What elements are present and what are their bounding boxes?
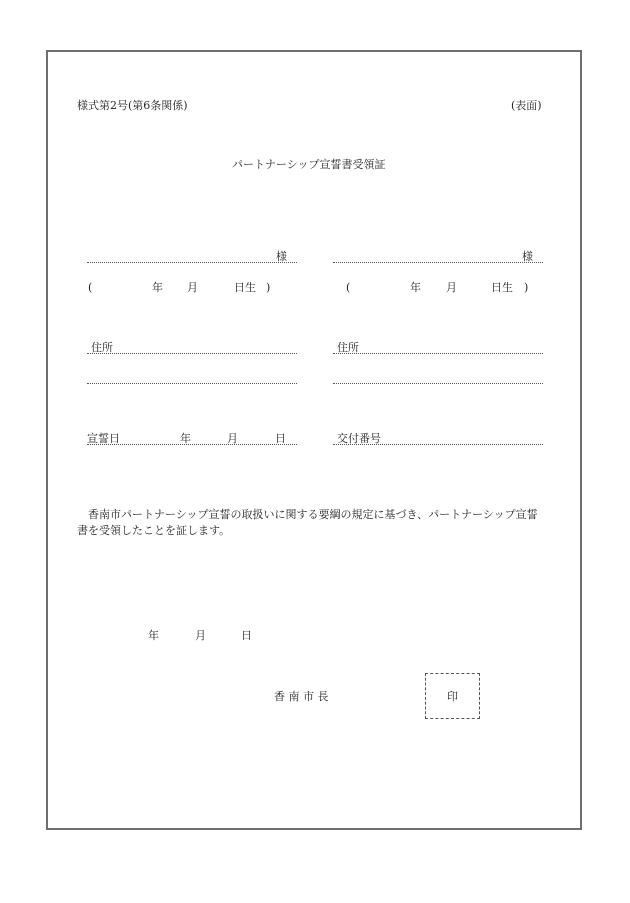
birth-close-left: ): [266, 281, 271, 294]
birth-year-left: 年: [152, 281, 163, 294]
issue-number-line: [333, 444, 543, 445]
oath-date-day: 日: [275, 432, 286, 445]
birth-month-left: 月: [187, 281, 198, 294]
issue-date-month: 月: [195, 629, 206, 642]
birth-year-right: 年: [410, 281, 421, 294]
oath-date-year: 年: [180, 432, 191, 445]
sama-left: 様: [276, 250, 287, 263]
address-line-2-right: [333, 383, 543, 384]
issue-number-label: 交付番号: [337, 432, 381, 445]
issue-date-day: 日: [241, 629, 252, 642]
address-line-1-right: [333, 353, 543, 354]
name-line-right: [333, 262, 543, 263]
address-label-left: 住所: [91, 341, 113, 354]
side-label: (表面): [511, 99, 542, 112]
address-line-1-left: [87, 353, 297, 354]
mayor-title: 香 南 市 長: [274, 690, 329, 703]
oath-date-label: 宣誓日: [87, 432, 120, 445]
form-number: 様式第2号(第6条関係): [77, 99, 188, 112]
oath-date-month: 月: [227, 432, 238, 445]
oath-date-line: [87, 444, 297, 445]
document-title: パートナーシップ宣誓書受領証: [232, 158, 386, 171]
seal-box: [425, 673, 480, 719]
certification-text: 香南市パートナーシップ宣誓の取扱いに関する要綱の規定に基づき、パートナーシップ宣誓書を受領したことを証します。: [77, 508, 538, 537]
address-line-2-left: [87, 383, 297, 384]
address-label-right: 住所: [337, 341, 359, 354]
seal-label: 印: [447, 690, 458, 703]
birth-open-left: (: [88, 281, 93, 294]
birth-month-right: 月: [446, 281, 457, 294]
birth-open-right: (: [346, 281, 351, 294]
birth-close-right: ): [524, 281, 529, 294]
sama-right: 様: [522, 250, 533, 263]
issue-date-year: 年: [148, 629, 159, 642]
birth-day-left: 日生: [234, 281, 256, 294]
birth-day-right: 日生: [491, 281, 513, 294]
name-line-left: [87, 262, 297, 263]
